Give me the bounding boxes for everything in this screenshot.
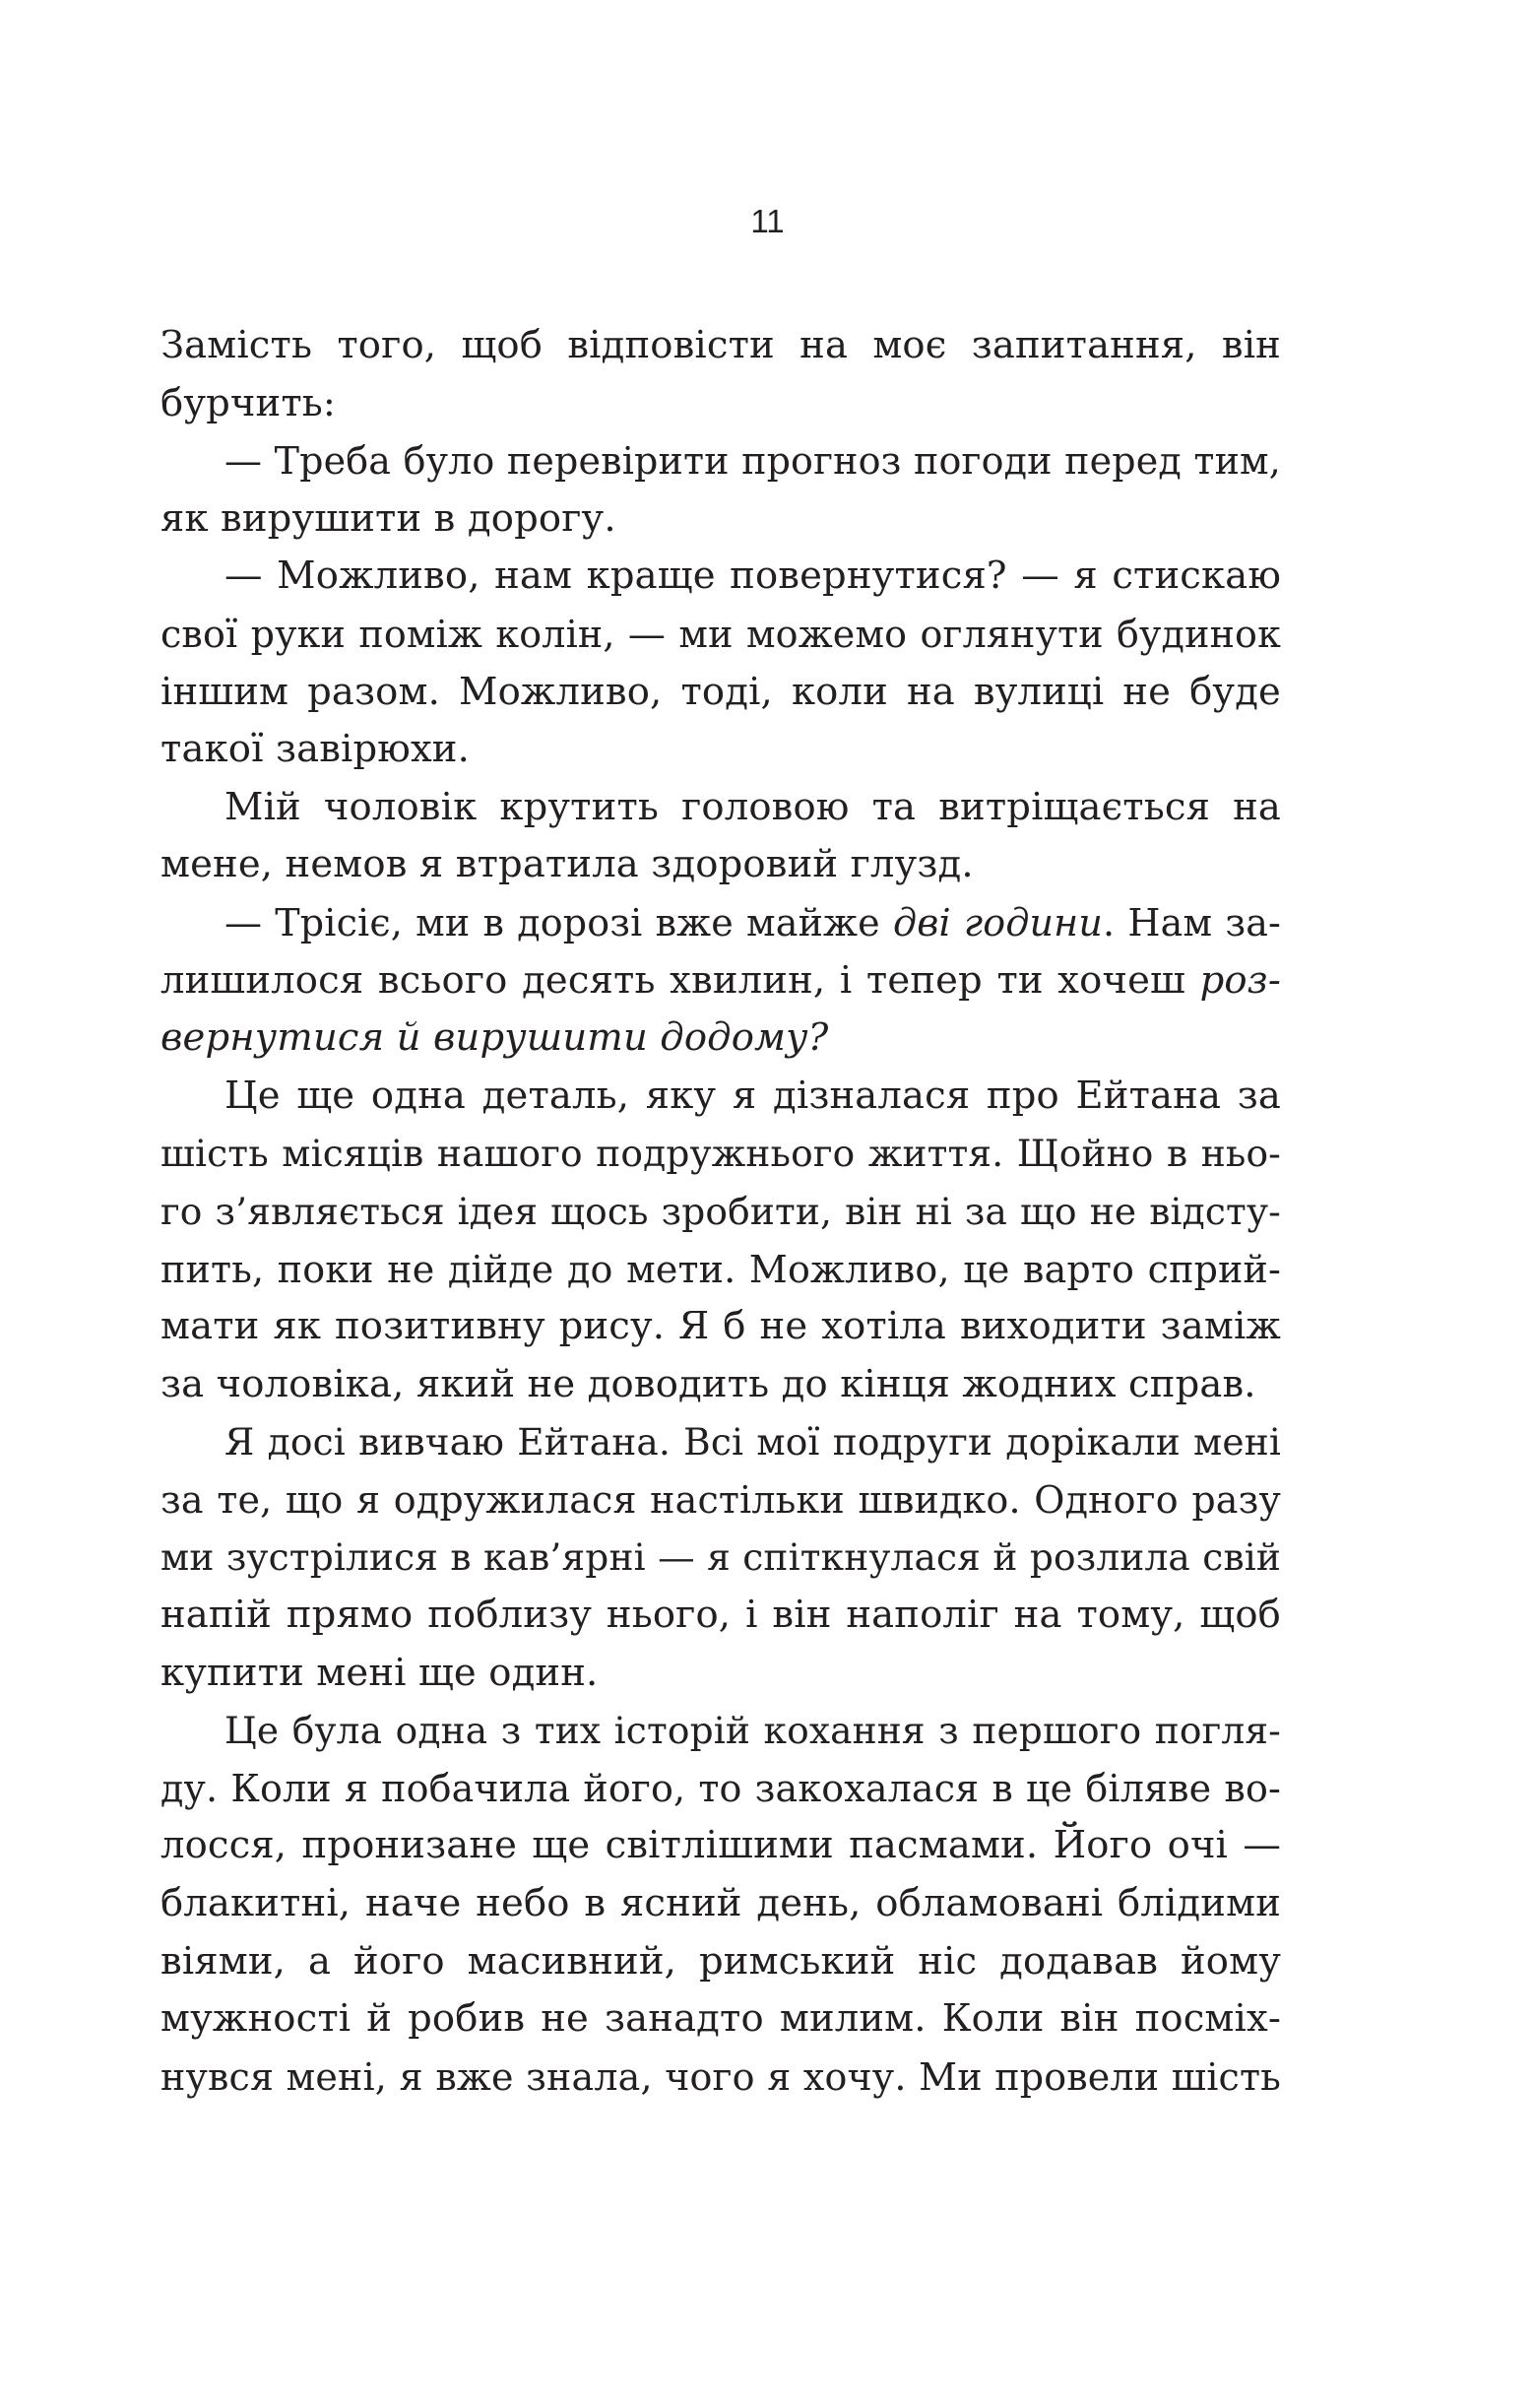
italic-emphasis: роз- [1199,957,1281,1003]
text-line: мати як позитивну рису. Я б не хотіла виходити заміж [160,1304,1281,1349]
text-line: ми зустрілися в кав’ярні — я спіткнулася й розлила свій [160,1535,1281,1580]
text-line: за чоловіка, який не доводить до кінця жодних справ. [160,1361,1256,1406]
text-line: шість місяців нашого подружнього життя. Щойно в ньо- [160,1132,1281,1176]
text-line: нувся мені, я вже знала, чого я хочу. Ми провели шість [160,2054,1281,2099]
text-line: мужності й робив не занадто милим. Коли він посміх- [160,1996,1281,2042]
text-line: такої завірюхи. [160,727,471,772]
text-line: купити мені ще один. [160,1650,599,1695]
text-line: Це ще одна деталь, яку я дізналася про Ейтана за [224,1073,1281,1118]
italic-emphasis: вернутися й вирушити додому? [160,1015,829,1061]
text-line: свої руки поміж колін, — ми можемо оглянути будинок [160,612,1281,656]
text-line: Я досі вивчаю Ейтана. Всі мої подруги дорікали мені [224,1420,1281,1464]
text-line: Мій чоловік крутить головою та витріщається на [224,784,1281,829]
italic-emphasis: дві години [892,900,1103,944]
text-line: за те, що я одружилася настільки швидко. Одного разу [160,1477,1281,1522]
text-run: лишилося всього десять хвилин, і тепер ти хочеш [160,957,1200,1003]
text-line: іншим разом. Можливо, тоді, коли на вулиці не буде [160,669,1281,714]
page-number: 11 [750,203,785,239]
text-line: пить, поки не дійде до мети. Можливо, це варто сприй- [160,1247,1281,1291]
text-line: ду. Коли я побачила його, то закохалася в це біляве во- [160,1766,1281,1810]
text-line: Замість того, щоб відповісти на моє запитання, він [160,323,1281,367]
text-line: як вирушити в дорогу. [160,495,616,541]
text-run: . Нам за- [1102,900,1282,944]
text-line: мене, немов я втратила здоровий глузд. [160,842,974,887]
text-line: го з’являється ідея щось зробити, він ні за що не відсту- [160,1189,1281,1233]
text-line: Це була одна з тих історій кохання з першого погля- [224,1709,1281,1753]
text-line: лосся, пронизане ще світлішими пасмами. Його очі — [160,1823,1281,1868]
text-line [160,952,1281,1010]
text-line: — Треба було перевірити прогноз погоди перед тим, [224,439,1281,484]
text-line: віями, а його масивний, римський ніс додавав йому [160,1938,1281,1984]
text-line: напій прямо поблизу нього, і він наполіг на тому, щоб [160,1593,1281,1638]
text-run: — Трісіє, ми в дорозі вже майже [224,900,893,944]
text-line: блакитні, наче небо в ясний день, обламовані блідими [160,1881,1281,1926]
body-text [160,317,1281,2106]
text-line [160,1009,1281,1068]
text-line: бурчить: [160,380,337,425]
text-line: — Можливо, нам краще повернутися? — я стискаю [224,553,1281,599]
text-line [160,894,1281,952]
